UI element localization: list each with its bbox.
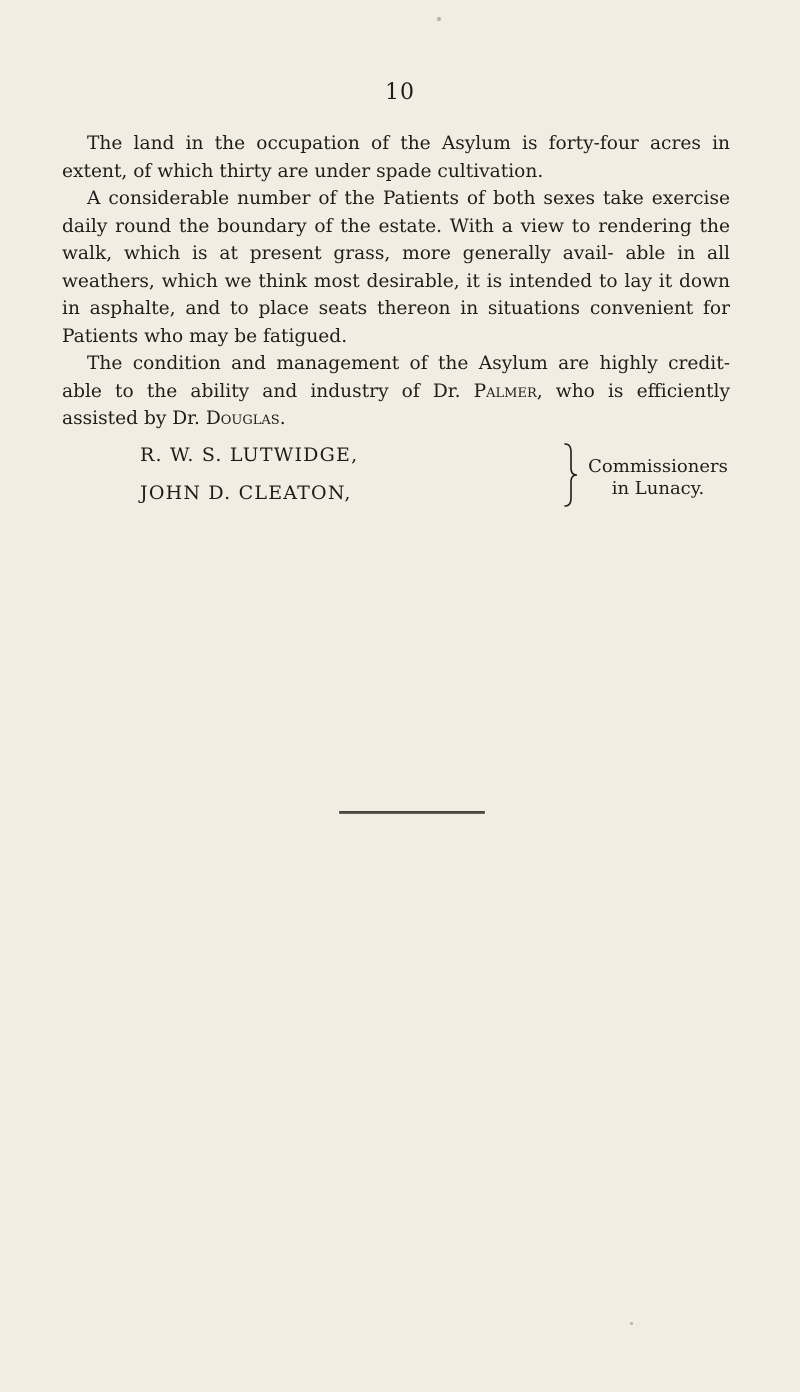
paragraph-condition xyxy=(62,350,730,433)
signature-block xyxy=(140,444,728,514)
body-text xyxy=(62,130,730,433)
paragraph-exercise: A considerable number of the Patients of both sexes take exercise daily round the boundary of the estate. With a view to rendering the walk, which is at present grass, more generally avail- able in all weathers, which we think most desirable, it is intended to lay it down in asphalte, and to place seats thereon in situations convenient for Patients who may be fatigued. xyxy=(62,188,730,347)
page-number: 10 xyxy=(385,80,415,105)
name-palmer: Palmer xyxy=(473,380,537,402)
paragraph-land: The land in the occupation of the Asylum is forty-four acres in extent, of which thirty are under spade cultivation. xyxy=(62,133,730,182)
signature-title-line-1: Commissioners xyxy=(588,456,728,477)
paragraph-condition-text-after: . xyxy=(279,408,286,429)
paper-speck xyxy=(437,17,441,21)
end-rule xyxy=(339,811,485,814)
name-douglas: Douglas xyxy=(205,408,280,429)
signature-title xyxy=(578,456,738,500)
signature-name-cleaton: JOHN D. CLEATON, xyxy=(140,482,352,504)
paragraph-condition-text-middle: , who is efficiently assisted by Dr. xyxy=(62,380,730,429)
paragraph-condition-text-before: The condition and management of the Asylum are highly credit- able to the ability and industry of Dr. xyxy=(62,353,730,402)
signature-name-lutwidge: R. W. S. LUTWIDGE, xyxy=(140,444,359,466)
signature-title-line-2: in Lunacy. xyxy=(611,478,705,499)
paper-speck xyxy=(630,1322,633,1325)
